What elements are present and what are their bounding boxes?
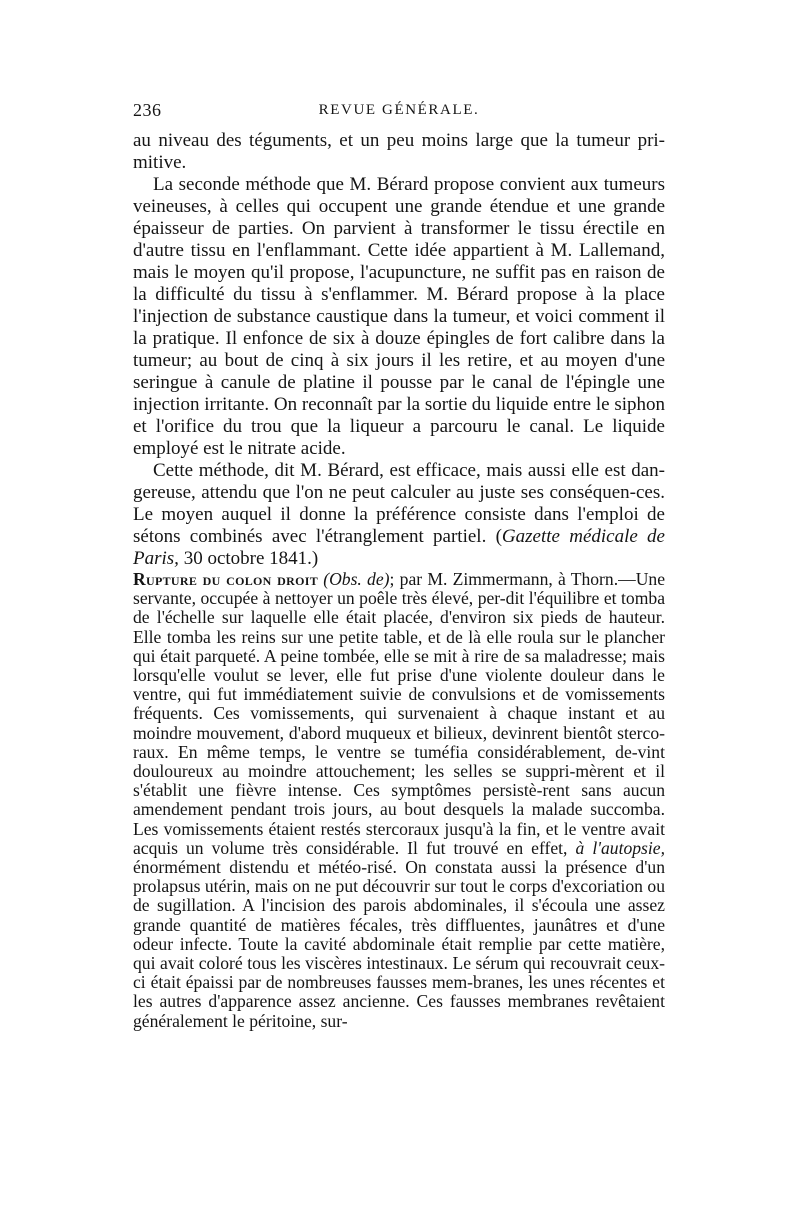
observation-tag: (Obs. de) (318, 569, 390, 589)
body-text (133, 130, 665, 1031)
paragraph-second-method: La seconde méthode que M. Bérard propose convient aux tumeurs veineuses, à celles qui occupent une grande étendue et une grande épaisseur de parties. On parvient à transformer le tissu érectile en d'autre tissu en l'enflammant. Cette idée appartient à M. Lallemand, mais le moyen qu'il propose, l'acupuncture, ne suffit pas en raison de la difficulté du tissu à s'enflammer. M. Bérard propose à la place l'injection de substance caustique dans la tumeur, et voici comment il la pratique. Il enfonce de six à douze épingles de fort calibre dans la tumeur; au bout de cinq à six jours il les retire, et au moyen d'une seringue à canule de platine il pousse par le canal de l'épingle une injection irritante. On reconnaît par la sortie du liquide entre le siphon et l'orifice du trou que la liqueur a parcouru le canal. Le liquide employé est le nitrate acide. (133, 174, 665, 459)
observation-text-continued: énormément distendu et météo-risé. On constata aussi la présence d'un prolapsus utérin, mais on ne put découvrir sur tout le corps d'excoriation ou de sugillation. A l'incision des parois abdominales, il s'écoula une assez grande quantité de matières fécales, très diffluentes, jaunâtres et d'une odeur infecte. Toute la cavité abdominale était remplie par cette matière, qui avait coloré tous les viscères intestinaux. Le sérum qui recouvrait ceux-ci était épaissi par de nombreuses fausses mem-branes, les unes récentes et les autres d'apparence assez ancienne. Ces fausses membranes revêtaient généralement le péritoine, sur- (133, 857, 665, 1031)
citation-date: 30 octobre 1841.) (178, 548, 319, 569)
page-header (133, 100, 665, 124)
observation-title: Rupture du colon droit (133, 569, 318, 589)
paragraph-observation (133, 570, 665, 1031)
citation-journal: Gazette médicale de Paris, (133, 526, 665, 569)
observation-autopsie: à l'autopsie, (575, 837, 665, 858)
running-title: REVUE GÉNÉRALE. (318, 102, 480, 118)
page-number: 236 (133, 100, 162, 120)
paragraph-continuation: au niveau des téguments, et un peu moins large que la tumeur pri-mitive. (133, 130, 665, 173)
paragraph-setons-text: Cette méthode, dit M. Bérard, est efficace, mais aussi elle est dan-gereuse, attendu que l'on ne peut calculer au juste ses conséquen-ces. Le moyen auquel il donne la préférence consiste dans l'emploi de sétons combinés avec l'étranglement partiel. ( (133, 460, 665, 547)
paragraph-setons (133, 460, 665, 570)
observation-text: ; par M. Zimmermann, à Thorn.—Une servante, occupée à nettoyer un poêle très élevé, per-dit l'équilibre et tomba de l'échelle sur laquelle elle était placée, d'environ six pieds de hauteur. Elle tomba les reins sur une petite table, et de là elle roula sur le plancher qui était parqueté. A peine tombée, elle se mit à rire de sa maladresse; mais lorsqu'elle voulut se lever, elle fut prise d'une violente douleur dans le ventre, qui fut immédiatement suivie de convulsions et de vomissements fréquents. Ces vomissements, qui survenaient à chaque instant et au moindre mouvement, d'abord muqueux et bilieux, devinrent bientôt sterco-raux. En même temps, le ventre se tuméfia considérablement, de-vint douloureux au moindre attouchement; les selles se suppri-mèrent et il s'établit une fièvre intense. Ces symptômes persistè-rent sans aucun amendement pendant trois jours, au bout desquels la malade succomba. Les vomissements étaient restés stercoraux jusqu'à la fin, et le ventre avait acquis un volume très considérable. Il fut trouvé en effet, (133, 569, 666, 858)
